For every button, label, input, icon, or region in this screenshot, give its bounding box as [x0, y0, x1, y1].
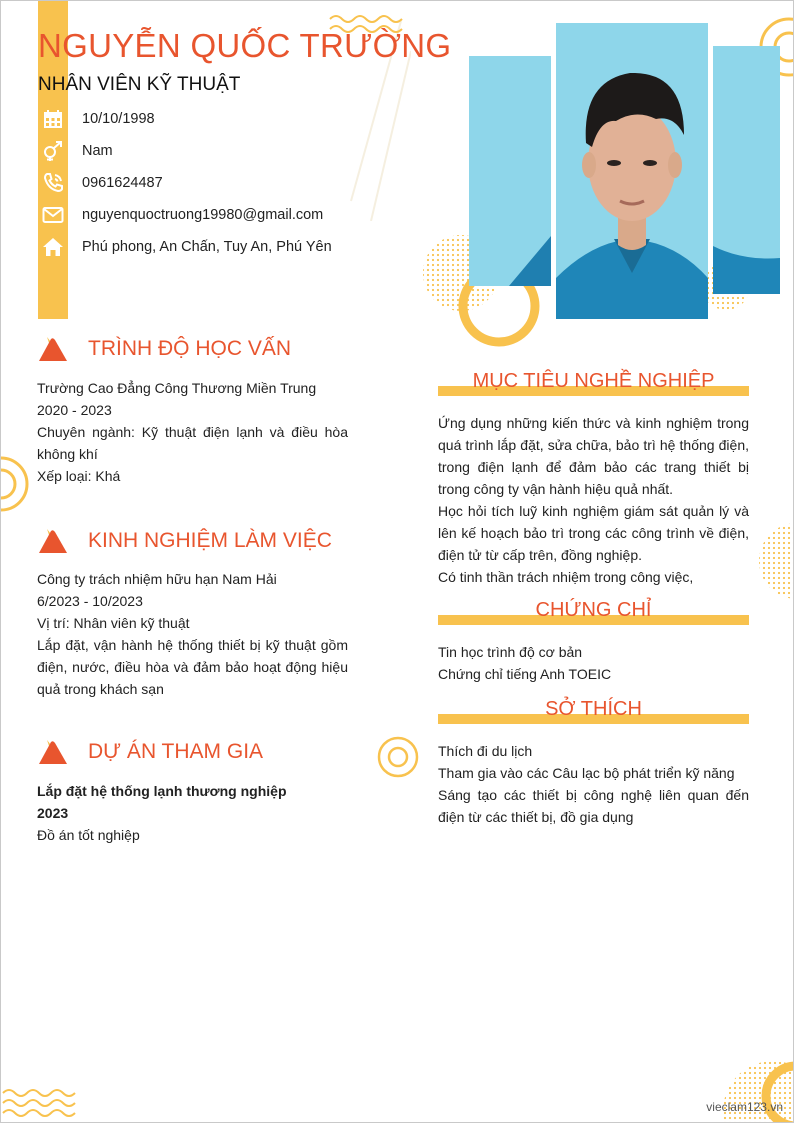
- target-decoration-middle: [376, 735, 420, 779]
- experience-body: [37, 568, 348, 700]
- candidate-name: NGUYỄN QUỐC TRƯỜNG: [38, 27, 452, 64]
- hobby-item: Tham gia vào các Câu lạc bộ phát triển kỹ năng: [438, 765, 735, 781]
- education-school: Trường Cao Đẳng Công Thương Miền Trung: [37, 380, 317, 396]
- project-name: Lắp đặt hệ thống lạnh thương nghiệp: [37, 783, 287, 799]
- info-gender: [38, 137, 113, 165]
- email-value: nguyenquoctruong19980@gmail.com: [82, 207, 324, 223]
- home-icon: [38, 233, 68, 261]
- education-period: 2020 - 2023: [37, 402, 112, 418]
- education-major: Chuyên ngành: Kỹ thuật điện lạnh và điều hòa không khí: [37, 424, 348, 462]
- triangle-icon: [38, 527, 72, 555]
- hobby-item: Sáng tạo các thiết bị công nghệ liên quan đến điện từ các thiết bị, đồ gia dụng: [438, 787, 749, 825]
- projects-heading: [38, 738, 263, 766]
- footer-brand[interactable]: vieclam123.vn: [706, 1100, 783, 1114]
- email-icon: [38, 201, 68, 229]
- info-birthdate: [38, 105, 155, 133]
- info-email: [38, 201, 323, 229]
- triangle-icon: [38, 335, 72, 363]
- objective-body: [438, 412, 749, 588]
- experience-heading: [38, 527, 332, 555]
- certificates-body: [438, 641, 749, 685]
- profile-photo: [556, 23, 708, 319]
- experience-position: Vị trí: Nhân viên kỹ thuật: [37, 615, 190, 631]
- info-phone: [38, 169, 163, 197]
- photo-strip-right: [713, 46, 780, 294]
- education-grade: Xếp loại: Khá: [37, 468, 121, 484]
- projects-body: [37, 780, 348, 846]
- education-heading: [38, 335, 291, 363]
- experience-period: 6/2023 - 10/2023: [37, 593, 143, 609]
- certificate-item: Chứng chỉ tiếng Anh TOEIC: [438, 666, 612, 682]
- hobbies-title: SỞ THÍCH: [545, 698, 642, 720]
- birthdate-value: 10/10/1998: [82, 111, 155, 127]
- objective-paragraph-1: Ứng dụng những kiến thức và kinh nghiệm trong quá trình lắp đặt, sửa chữa, bảo trì hệ thống điện, trong điện lạnh để đảm bảo các trang thiết bị trong công ty vận hành hiệu quả nhất.: [438, 415, 749, 497]
- hobby-item: Thích đi du lịch: [438, 743, 533, 759]
- education-body: [37, 377, 348, 487]
- certificates-title: CHỨNG CHỈ: [535, 599, 652, 621]
- wave-decoration-bottom: [1, 1085, 81, 1121]
- education-title: TRÌNH ĐỘ HỌC VẤN: [88, 337, 292, 360]
- info-address: [38, 233, 332, 261]
- address-value: Phú phong, An Chấn, Tuy An, Phú Yên: [82, 239, 332, 255]
- calendar-icon: [38, 105, 68, 133]
- dots-decoration-right: [757, 521, 794, 601]
- project-year: 2023: [37, 805, 69, 821]
- experience-company: Công ty trách nhiệm hữu hạn Nam Hải: [37, 571, 277, 587]
- project-type: Đồ án tốt nghiệp: [37, 827, 140, 843]
- job-title: NHÂN VIÊN KỸ THUẬT: [38, 74, 241, 95]
- projects-title: DỰ ÁN THAM GIA: [88, 740, 264, 763]
- phone-icon: [38, 169, 68, 197]
- phone-value: 0961624487: [82, 175, 163, 191]
- certificate-item: Tin học trình độ cơ bản: [438, 644, 583, 660]
- half-ring-decoration-left: [1, 449, 31, 519]
- photo-strip-left: [469, 56, 551, 286]
- triangle-icon: [38, 738, 72, 766]
- objective-title: MỤC TIÊU NGHỀ NGHIỆP: [472, 370, 715, 392]
- experience-description: Lắp đặt, vận hành hệ thống thiết bị kỹ thuật gồm điện, nước, điều hòa và đảm bảo hoạt động hiệu quả trong khách sạn: [37, 637, 348, 697]
- gender-value: Nam: [82, 143, 113, 159]
- objective-paragraph-2: Học hỏi tích luỹ kinh nghiệm giám sát quản lý và lên kế hoạch bảo trì trong các công trình về điện, điện tử từ cấp trên, đồng nghiệp.: [438, 503, 749, 563]
- objective-paragraph-3: Có tinh thần trách nhiệm trong công việc,: [438, 569, 694, 585]
- experience-title: KINH NGHIỆM LÀM VIỆC: [88, 529, 332, 552]
- hobbies-body: [438, 740, 749, 828]
- gender-icon: [38, 137, 68, 165]
